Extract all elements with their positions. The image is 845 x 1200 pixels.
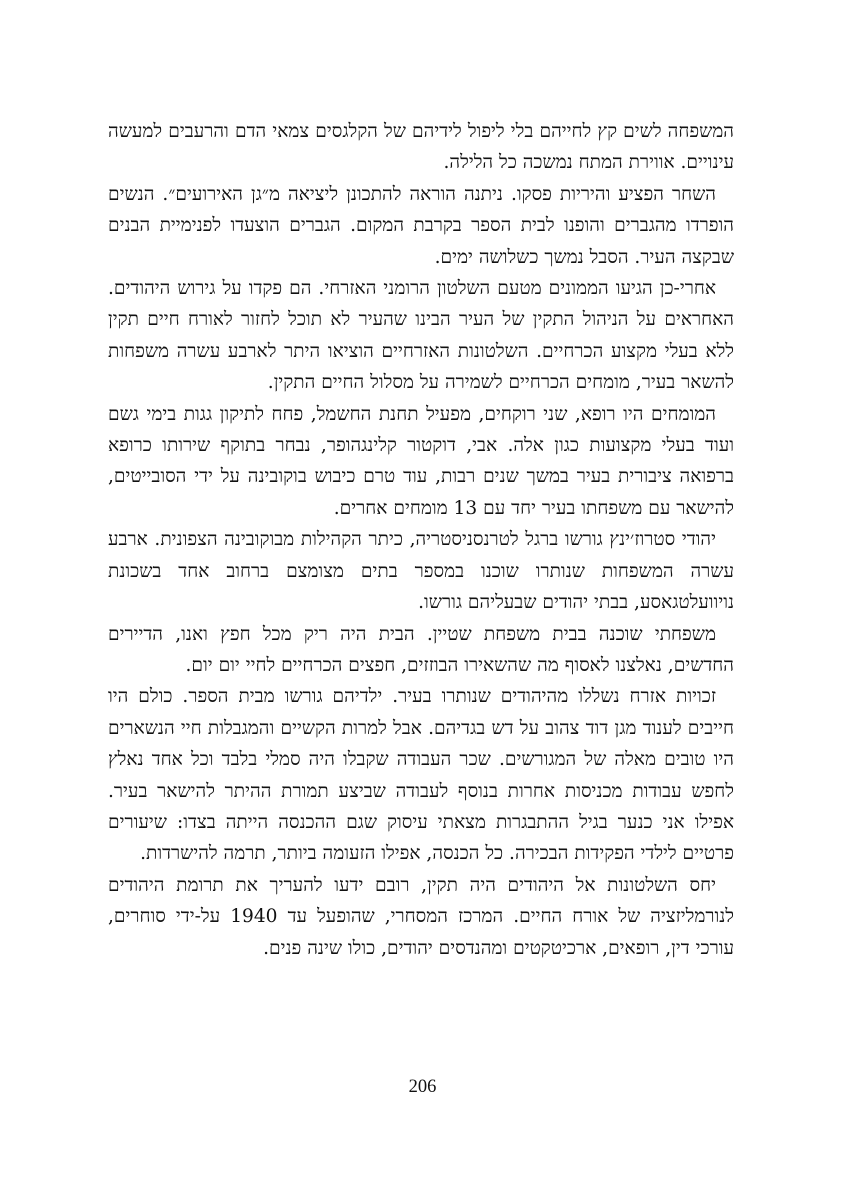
- paragraph-1: המשפחה לשים קץ לחייהם בלי ליפול לידיהם של הקלגסים צמאי הדם והרעבים למעשה עינויים. אווירת המתח נמשכה כל הלילה.: [108, 121, 734, 174]
- paragraph-3: אחרי-כן הגיעו הממונים מטעם השלטון הרומני האזרחי. הם פקדו על גירוש היהודים. האחראים על הניהול התקין של העיר הבינו שהעיר לא תוכל לחזור לאורח חיים תקין ללא בעלי מקצוע הכרחיים. השלטונות האזרחיים הוציאו היתר לארבע עשרה משפחות להשאר בעיר, מומחים הכרחיים לשמירה על מסלול החיים התקין.: [108, 278, 734, 394]
- paragraph-7: זכויות אזרח נשללו מהיהודים שנותרו בעיר. ילדיהם גורשו מבית הספר. כולם היו חייבים לענוד מגן דוד צהוב על דש בגדיהם. אבל למרות הקשיים והמגבלות חיי הנשארים היו טובים מאלה של המגורשים. שכר העבודה שקבלו היה סמלי בלבד וכל אחד נאלץ לחפש עבודות מכניסות אחרות בנוסף לעבודה שביצע תמורת ההיתר להישאר בעיר. אפילו אני כנער בגיל ההתבגרות מצאתי עיסוק שגם ההכנסה הייתה בצדו: שיעורים פרטיים לילדי הפקידות הבכירה. כל הכנסה, אפילו הזעומה ביותר, תרמה להישרדות.: [108, 686, 734, 865]
- page-number: 206: [408, 1077, 437, 1097]
- paragraph-4: המומחים היו רופא, שני רוקחים, מפעיל תחנת החשמל, פחח לתיקון גגות בימי גשם ועוד בעלי מקצועות כגון אלה. אבי, דוקטור קלינגהופר, נבחר בתוקף שירותו כרופא ברפואה ציבורית בעיר במשך שנים רבות, עוד טרם כיבוש בוקובינה על ידי הסובייטים, להישאר עם משפחתו בעיר יחד עם 13 מומחים אחרים.: [108, 403, 734, 519]
- body-text: [108, 116, 734, 964]
- paragraph-8: יחס השלטונות אל היהודים היה תקין, רובם ידעו להעריך את תרומת היהודים לנורמליזציה של אורח החיים. המרכז המסחרי, שהופעל עד 1940 על-ידי סוחרים, עורכי דין, רופאים, ארכיטקטים ומהנדסים יהודים, כולו שינה פנים.: [108, 874, 734, 959]
- paragraph-5: יהודי סטרוז׳ינץ גורשו ברגל לטרנסניסטריה, כיתר הקהילות מבוקובינה הצפונית. ארבע עשרה המשפחות שנותרו שוכנו במספר בתים מצומצם ברחוב אחד בשכונת נויוועלטגאסע, בבתי יהודים שבעליהם גורשו.: [108, 529, 734, 614]
- paragraph-2: השחר הפציע והיריות פסקו. ניתנה הוראה להתכונן ליציאה מ״גן האירועים״. הנשים הופרדו מהגברים והופנו לבית הספר בקרבת המקום. הגברים הוצעדו לפנימיית הבנים שבקצה העיר. הסבל נמשך כשלושה ימים.: [108, 183, 734, 268]
- paragraph-6: משפחתי שוכנה בבית משפחת שטיין. הבית היה ריק מכל חפץ ואנו, הדיירים החדשים, נאלצנו לאסוף מה שהשאירו הבוזזים, חפצים הכרחיים לחיי יום יום.: [108, 623, 734, 676]
